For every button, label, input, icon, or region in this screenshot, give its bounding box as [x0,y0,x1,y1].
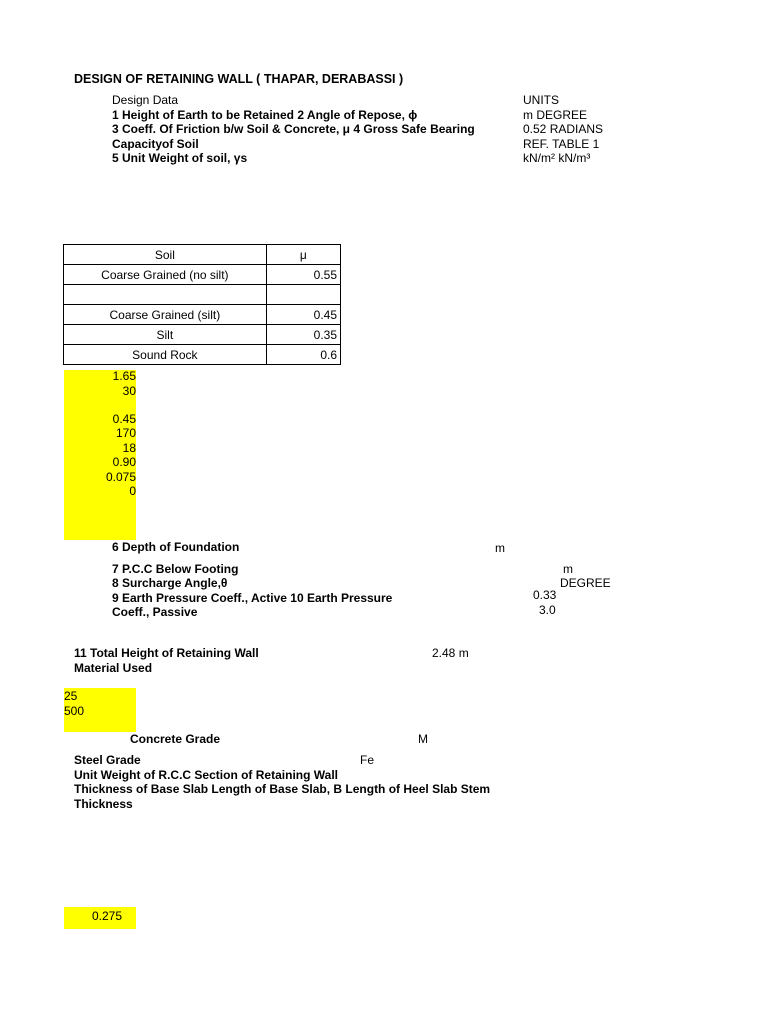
input-value[interactable]: 0.45 [112,411,136,426]
table-header-row [64,245,341,265]
table-header-soil: Soil [64,245,267,265]
table-header-mu: μ [266,245,340,265]
input-value[interactable]: 170 [115,426,136,440]
design-data-label: Design Data [112,93,179,107]
table-cell-soil: Coarse Grained (no silt) [64,265,267,285]
item-6-unit: m [495,541,505,555]
concrete-grade-unit: M [418,732,428,746]
unit-weight-rcc-label: Unit Weight of R.C.C Section of Retaining Wall [74,767,338,782]
input-value[interactable]: 30 [122,383,136,398]
units-header: UNITS [523,93,559,107]
item-line-3: Capacityof Soil [112,136,199,151]
steel-grade-unit: Fe [360,753,375,767]
bottom-value[interactable]: 0.275 [92,909,123,923]
concrete-grade-value[interactable]: 25 [64,689,78,703]
table-cell-soil [64,285,267,305]
table-cell-mu: 0.45 [266,305,340,325]
item-7-label: 7 P.C.C Below Footing [112,561,239,576]
table-row [64,345,341,365]
material-used-label: Material Used [74,660,153,675]
item-9-label: 9 Earth Pressure Coeff., Active 10 Earth Pressure [112,590,393,605]
table-cell-mu: 0.35 [266,325,340,345]
item-line-4: 5 Unit Weight of soil, γs [112,151,248,165]
units-line-2: 0.52 RADIANS [523,122,604,136]
item-8-unit: DEGREE [560,576,611,590]
table-cell-mu: 0.6 [266,345,340,365]
passive-pressure-value: 3.0 [539,603,556,617]
input-value[interactable]: 0 [129,484,136,498]
input-value[interactable]: 0.075 [105,469,136,484]
item-9-label-cont: Coeff., Passive [112,605,198,619]
table-cell-soil: Coarse Grained (silt) [64,305,267,325]
table-row [64,325,341,345]
steel-grade-value[interactable]: 500 [64,703,85,718]
thickness-line-label: Thickness of Base Slab Length of Base Slab, B Length of Heel Slab Stem [74,782,491,796]
item-7-unit: m [563,561,573,576]
table-cell-soil: Silt [64,325,267,345]
table-row [64,305,341,325]
input-value[interactable]: 0.90 [112,455,136,469]
item-line-2: 3 Coeff. Of Friction b/w Soil & Concrete, μ 4 Gross Safe Bearing [112,122,475,136]
units-line-4: kN/m² kN/m³ [523,151,591,165]
active-pressure-value: 0.33 [533,587,557,602]
input-value[interactable]: 18 [122,440,136,455]
units-line-3: REF. TABLE 1 [523,136,600,151]
thickness-word-label: Thickness [74,796,133,811]
concrete-grade-label: Concrete Grade [130,732,221,746]
input-value[interactable]: 1.65 [112,369,136,383]
item-8-label: 8 Surcharge Angle,θ [112,576,228,590]
steel-grade-label: Steel Grade [74,753,141,767]
item-11-label: 11 Total Height of Retaining Wall [74,646,259,660]
table-row [64,265,341,285]
item-line-1: 1 Height of Earth to be Retained 2 Angle of Repose, ϕ [112,107,418,122]
soil-friction-table [63,244,341,365]
table-cell-mu [266,285,340,305]
table-cell-soil: Sound Rock [64,345,267,365]
table-row [64,285,341,305]
item-11-value: 2.48 m [432,646,469,660]
table-cell-mu: 0.55 [266,265,340,285]
page-title: DESIGN OF RETAINING WALL ( THAPAR, DERABASSI ) [74,72,404,86]
units-line-1: m DEGREE [523,107,588,122]
item-6-label: 6 Depth of Foundation [112,540,240,554]
